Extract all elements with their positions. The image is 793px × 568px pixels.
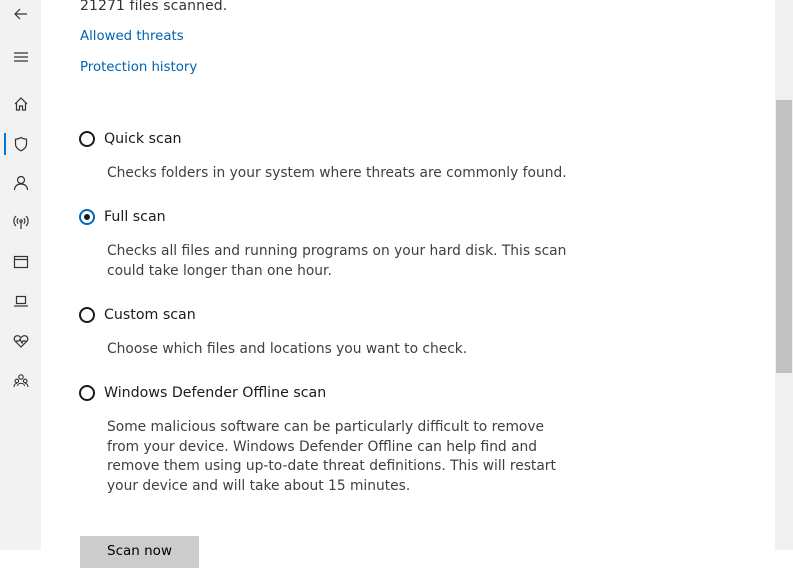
nav-virus-protection[interactable]	[0, 124, 41, 164]
quick-scan-option[interactable]	[79, 131, 182, 147]
quick-scan-radio[interactable]	[79, 131, 95, 147]
wireless-antenna-icon	[13, 214, 29, 230]
hamburger-menu-icon	[13, 49, 29, 65]
menu-button[interactable]	[0, 37, 41, 77]
browser-window-icon	[13, 254, 29, 270]
full-scan-radio[interactable]	[79, 209, 95, 225]
custom-scan-description: Choose which files and locations you want to check.	[107, 341, 468, 357]
nav-account[interactable]	[0, 163, 41, 203]
nav-sidebar	[0, 0, 41, 550]
scan-now-button[interactable]: Scan now	[80, 536, 199, 568]
custom-scan-label: Custom scan	[104, 307, 196, 323]
offline-scan-option[interactable]	[79, 385, 326, 401]
offline-scan-radio[interactable]	[79, 385, 95, 401]
person-icon	[13, 175, 29, 191]
home-icon	[13, 96, 29, 112]
back-button[interactable]	[0, 0, 41, 34]
allowed-threats-link[interactable]: Allowed threats	[80, 29, 184, 44]
offline-scan-label: Windows Defender Offline scan	[104, 385, 327, 401]
main-content	[41, 0, 775, 559]
heart-pulse-icon	[13, 333, 29, 349]
selection-indicator	[4, 133, 6, 155]
full-scan-option[interactable]	[79, 209, 166, 225]
laptop-icon	[13, 293, 29, 309]
files-scanned-text: 21271 files scanned.	[80, 0, 228, 14]
nav-app-browser[interactable]	[0, 242, 41, 282]
nav-device-security[interactable]	[0, 281, 41, 321]
shield-icon	[13, 136, 29, 152]
back-arrow-icon	[13, 6, 29, 22]
nav-device-health[interactable]	[0, 321, 41, 361]
custom-scan-option[interactable]	[79, 307, 196, 323]
nav-home[interactable]	[0, 84, 41, 124]
family-icon	[13, 373, 29, 389]
vertical-scrollbar[interactable]	[775, 0, 793, 550]
quick-scan-label: Quick scan	[104, 131, 182, 147]
nav-firewall[interactable]	[0, 202, 41, 242]
nav-family-options[interactable]	[0, 361, 41, 401]
offline-scan-description: Some malicious software can be particularly difficult to remove from your device. Windows Defender Offline can help find and remove them using up-to-date threat definitions. This will restart your device and will take about 15 minutes.	[107, 419, 556, 494]
quick-scan-description: Checks folders in your system where threats are commonly found.	[107, 165, 567, 181]
full-scan-description: Checks all files and running programs on your hard disk. This scan could take longer than one hour.	[107, 243, 567, 279]
scrollbar-thumb[interactable]	[776, 100, 792, 373]
custom-scan-radio[interactable]	[79, 307, 95, 323]
protection-history-link[interactable]: Protection history	[80, 60, 198, 75]
full-scan-label: Full scan	[104, 209, 166, 225]
